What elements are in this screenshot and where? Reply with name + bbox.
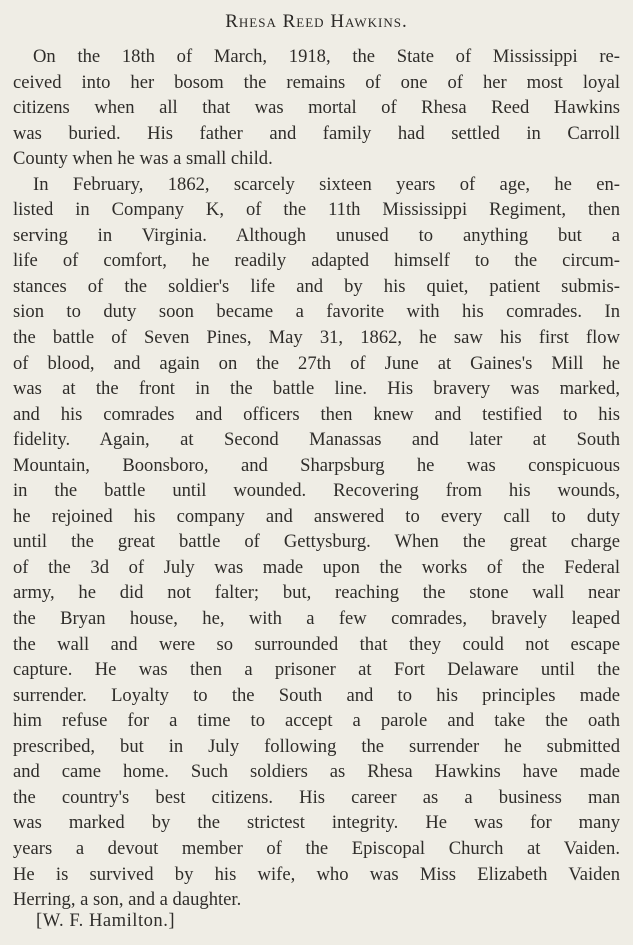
text-line: of blood, and again on the 27th of June at Gaines's Mill he	[13, 352, 620, 374]
text-line: serving in Virginia. Although unused to anything but a	[13, 224, 620, 246]
text-line: until the great battle of Gettysburg. When the great charge	[13, 531, 620, 553]
text-line: years a devout member of the Episcopal Church at Vaiden.	[13, 837, 620, 859]
author-signature: [W. F. Hamilton.]	[36, 910, 176, 931]
text-line: ceived into her bosom the remains of one of her most loyal	[13, 71, 620, 93]
text-line: On the 18th of March, 1918, the State of Mississippi re-	[33, 46, 620, 67]
text-line: listed in Company K, of the 11th Mississippi Regiment, then	[13, 199, 620, 221]
text-line: prescribed, but in July following the surrender he submitted	[13, 735, 620, 757]
text-line: surrender. Loyalty to the South and to his principles made	[13, 684, 620, 706]
text-line: and came home. Such soldiers as Rhesa Hawkins have made	[13, 761, 620, 783]
text-line: he rejoined his company and answered to every call to duty	[13, 505, 620, 527]
text-line: and his comrades and officers then knew and testified to his	[13, 403, 620, 425]
text-line: Mountain, Boonsboro, and Sharpsburg he was conspicuous	[13, 454, 620, 476]
text-line: citizens when all that was mortal of Rhesa Reed Hawkins	[13, 97, 620, 119]
text-line: In February, 1862, scarcely sixteen years of age, he en-	[33, 173, 620, 195]
text-line: capture. He was then a prisoner at Fort Delaware until the	[13, 659, 620, 681]
text-line: in the battle until wounded. Recovering from his wounds,	[13, 480, 620, 502]
text-line: army, he did not falter; but, reaching the stone wall near	[13, 582, 620, 604]
text-line: the Bryan house, he, with a few comrades, bravely leaped	[13, 608, 620, 630]
text-line: was at the front in the battle line. His bravery was marked,	[13, 378, 620, 400]
text-line: fidelity. Again, at Second Manassas and later at South	[13, 429, 620, 451]
article-title: Rhesa Reed Hawkins.	[225, 11, 408, 32]
text-line: Herring, a son, and a daughter.	[13, 889, 242, 911]
text-line: He is survived by his wife, who was Miss Elizabeth Vaiden	[13, 863, 620, 885]
text-line: County when he was a small child.	[13, 148, 273, 170]
text-line: the wall and were so surrounded that they could not escape	[13, 633, 620, 655]
text-line: stances of the soldier's life and by his quiet, patient submis-	[13, 275, 620, 297]
text-line: of the 3d of July was made upon the works of the Federal	[13, 556, 620, 578]
text-line: was buried. His father and family had settled in Carroll	[13, 122, 620, 144]
text-line: the battle of Seven Pines, May 31, 1862, he saw his first flow	[13, 327, 620, 349]
text-line: him refuse for a time to accept a parole and take the oath	[13, 710, 620, 732]
text-line: the country's best citizens. His career as a business man	[13, 786, 620, 808]
text-line: sion to duty soon became a favorite with his comrades. In	[13, 301, 620, 323]
article-body	[13, 44, 620, 913]
text-line: was marked by the strictest integrity. He was for many	[13, 812, 620, 834]
text-line: life of comfort, he readily adapted himself to the circum-	[13, 250, 620, 272]
